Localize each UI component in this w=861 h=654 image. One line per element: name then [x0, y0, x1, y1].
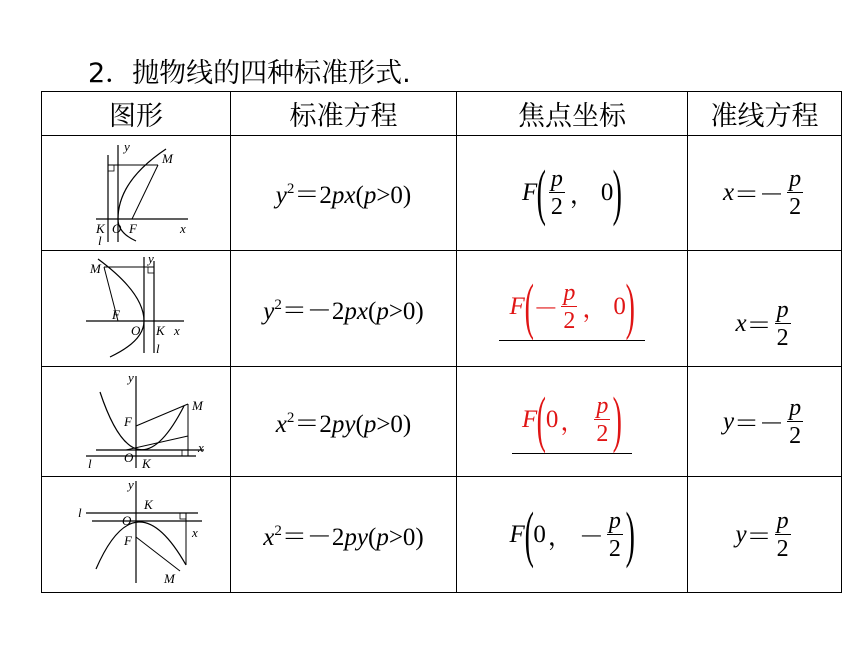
- focus-coordinates: F ( $\frac{p}{2}$ ， 0 ): [521, 159, 623, 227]
- equation-cell: [231, 136, 457, 251]
- label-k: K: [144, 496, 153, 512]
- label-x: x: [192, 524, 198, 540]
- focus-coordinates: F ( 0 ， $\frac{p}{2}$ ): [521, 386, 623, 454]
- directrix-cell: [688, 477, 842, 593]
- label-o: O: [122, 512, 132, 528]
- label-l: l: [88, 455, 92, 470]
- label-x: x: [174, 322, 180, 338]
- table-row: [42, 477, 842, 593]
- parabola-figure-up: [66, 370, 206, 470]
- focus-cell: [457, 477, 688, 593]
- label-l: l: [156, 340, 160, 356]
- label-f: F: [124, 413, 132, 429]
- focus-cell: [457, 136, 688, 251]
- label-m: M: [162, 151, 173, 166]
- parabola-figure-down: [66, 479, 206, 587]
- label-o: O: [112, 221, 122, 236]
- label-k: K: [142, 455, 151, 470]
- label-y: y: [124, 139, 130, 154]
- label-m: M: [192, 397, 203, 413]
- label-o: O: [131, 322, 141, 338]
- figure-cell: [42, 367, 231, 477]
- header-figure: 图形: [42, 92, 231, 136]
- page-title: 2．抛物线的四种标准形式.: [88, 58, 411, 89]
- label-k: K: [96, 221, 105, 236]
- header-focus: 焦点坐标: [457, 92, 688, 136]
- figure-cell: [42, 477, 231, 593]
- directrix-equation: y ＝ $\frac{p}{2}$: [735, 507, 789, 562]
- answer-blank: [499, 273, 644, 341]
- table-row: [42, 367, 842, 477]
- label-l: l: [98, 233, 102, 245]
- focus-cell: [457, 251, 688, 367]
- label-f: F: [129, 221, 137, 236]
- figure-cell: [42, 136, 231, 251]
- label-m: M: [90, 260, 101, 276]
- equation-cell: [231, 477, 457, 593]
- equation-cell: [231, 367, 457, 477]
- directrix-cell: [688, 251, 842, 367]
- answer-blank: [512, 386, 632, 454]
- directrix-cell: [688, 136, 842, 251]
- label-k: K: [156, 322, 165, 338]
- figure-cell: [42, 251, 231, 367]
- table-row: [42, 251, 842, 367]
- equation-cell: [231, 251, 457, 367]
- label-y: y: [128, 369, 134, 385]
- label-y: y: [128, 478, 134, 492]
- label-x: x: [180, 221, 186, 236]
- parabola-figure-left: [76, 253, 196, 361]
- directrix-equation: x ＝－ $\frac{p}{2}$: [722, 166, 802, 220]
- standard-equation: $x^2=-2py(p>0)$: [263, 522, 424, 551]
- directrix-equation: x ＝ $\frac{p}{2}$: [735, 296, 789, 351]
- table-row: [42, 136, 842, 251]
- focus-coordinates: F ( 0 ， － $\frac{p}{2}$ ): [509, 500, 635, 569]
- parabola-figure-right: [76, 137, 196, 245]
- directrix-equation: y ＝－ $\frac{p}{2}$: [722, 394, 802, 449]
- standard-equation: $y^2=2px(p>0)$: [275, 181, 412, 209]
- header-row: [42, 92, 842, 136]
- focus-coordinates: F ( － $\frac{p}{2}$ ， 0 ): [509, 273, 635, 341]
- focus-cell: [457, 367, 688, 477]
- standard-equation: $y^2=-2px(p>0)$: [263, 296, 424, 325]
- label-f: F: [124, 532, 132, 548]
- standard-equation: $x^2=2py(p>0)$: [275, 409, 412, 438]
- label-l: l: [78, 504, 82, 520]
- label-y: y: [148, 252, 154, 266]
- label-f: F: [112, 306, 120, 322]
- label-o: O: [124, 449, 134, 465]
- header-equation: 标准方程: [231, 92, 457, 136]
- directrix-cell: [688, 367, 842, 477]
- parabola-table: [41, 91, 842, 593]
- label-m: M: [164, 570, 175, 586]
- header-directrix: 准线方程: [688, 92, 842, 136]
- label-x: x: [198, 439, 204, 455]
